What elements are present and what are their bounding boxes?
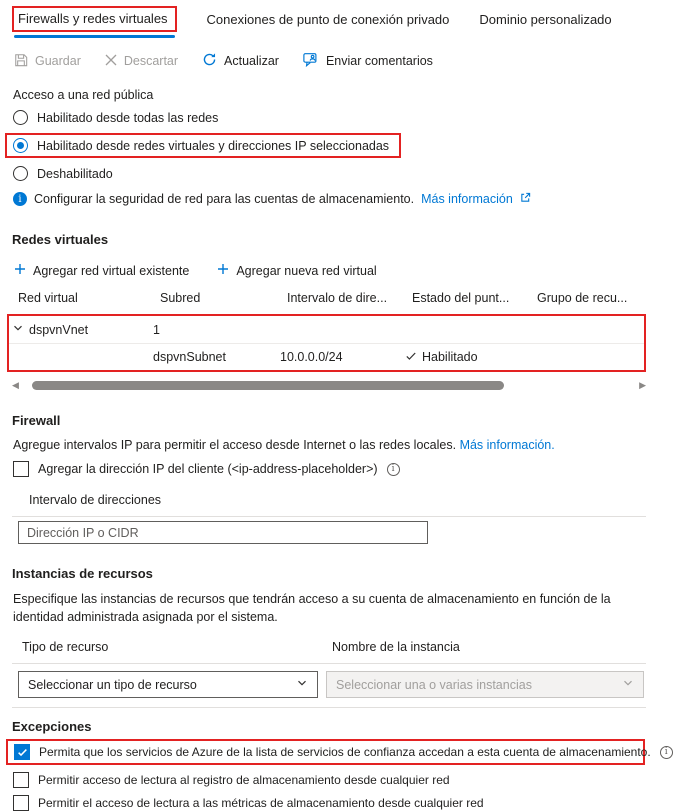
- vnet-name: dspvnVnet: [29, 322, 89, 337]
- checkbox-checked[interactable]: [14, 744, 30, 760]
- info-icon: i: [13, 192, 27, 206]
- address-range-label: Intervalo de direcciones: [29, 493, 162, 507]
- tab-firewalls-virtual-networks[interactable]: [12, 6, 177, 38]
- horizontal-scrollbar[interactable]: [12, 379, 646, 391]
- firewall-more-info-link[interactable]: Más información.: [459, 438, 555, 452]
- resource-instances-title: Instancias de recursos: [12, 566, 153, 581]
- divider: [12, 663, 646, 664]
- checkbox-label: Permitir acceso de lectura al registro de almacenamiento desde cualquier red: [38, 773, 450, 787]
- virtual-networks-section: [12, 232, 648, 391]
- storage-metrics-checkbox-row[interactable]: [13, 795, 648, 811]
- add-client-ip-checkbox-row[interactable]: [13, 461, 648, 477]
- info-text: Configurar la seguridad de red para las cuentas de almacenamiento.: [34, 192, 415, 206]
- active-tab-underline: [14, 35, 175, 38]
- virtual-networks-title: Redes virtuales: [12, 232, 109, 247]
- resource-instances-section: [12, 566, 648, 708]
- annotation-red-box-selected-option: [5, 133, 401, 158]
- vnet-actions: [14, 263, 648, 278]
- trusted-services-checkbox-row[interactable]: [14, 744, 668, 760]
- check-icon: [405, 350, 417, 365]
- send-feedback-button[interactable]: [303, 52, 433, 70]
- checkbox-label: Permitir el acceso de lectura a las métricas de almacenamiento desde cualquier red: [38, 796, 484, 810]
- status-text: Habilitado: [422, 350, 478, 364]
- tab-label: Firewalls y redes virtuales: [18, 11, 168, 26]
- firewall-title: Firewall: [12, 413, 61, 428]
- radio-option-all-networks[interactable]: [13, 110, 648, 125]
- storage-logging-checkbox-row[interactable]: [13, 772, 648, 788]
- instance-name-select[interactable]: [326, 671, 644, 698]
- feedback-icon: [303, 52, 319, 70]
- add-existing-label: Agregar red virtual existente: [33, 263, 190, 278]
- close-icon: [105, 54, 117, 69]
- info-icon: i: [660, 746, 673, 759]
- network-security-info: [13, 192, 648, 206]
- scroll-left-icon[interactable]: ◀: [12, 380, 19, 390]
- add-new-label: Agregar nueva red virtual: [236, 263, 377, 278]
- public-access-label: Acceso a una red pública: [13, 88, 154, 102]
- discard-button[interactable]: [105, 54, 178, 69]
- checkbox-label: Agregar la dirección IP del cliente (<ip-address-placeholder>): [38, 462, 378, 476]
- column-header[interactable]: Grupo de recu...: [537, 291, 628, 305]
- resource-instances-description: Especifique las instancias de recursos que tendrán acceso a su cuenta de almacenamiento en función de la identidad administrada asignada por el sistema.: [13, 592, 611, 624]
- exceptions-section: [12, 719, 668, 811]
- annotation-red-box-tab: [12, 6, 177, 32]
- instance-name-label: Nombre de la instancia: [332, 640, 460, 654]
- info-icon: i: [387, 463, 400, 476]
- column-header[interactable]: Intervalo de dire...: [287, 291, 388, 305]
- feedback-label: Enviar comentarios: [325, 54, 433, 68]
- annotation-red-box-vnet-rows: [7, 314, 646, 372]
- table-row-vnet[interactable]: [9, 316, 644, 343]
- checkbox-unchecked[interactable]: [13, 461, 29, 477]
- scroll-right-icon[interactable]: ▶: [639, 380, 646, 390]
- firewall-section: [12, 413, 648, 544]
- more-info-link[interactable]: Más información: [421, 192, 513, 206]
- scrollbar-track[interactable]: [24, 381, 634, 390]
- radio-option-disabled[interactable]: [13, 166, 648, 181]
- table-row-subnet[interactable]: [9, 343, 644, 370]
- external-link-icon: [520, 192, 531, 206]
- refresh-icon: [202, 52, 217, 70]
- tab-bar: [12, 6, 648, 38]
- exceptions-title: Excepciones: [12, 719, 92, 734]
- refresh-button[interactable]: [202, 52, 279, 70]
- radio-icon[interactable]: [13, 110, 28, 125]
- radio-icon[interactable]: [13, 166, 28, 181]
- chevron-down-icon: [296, 677, 308, 692]
- column-header[interactable]: Estado del punt...: [412, 291, 510, 305]
- checkbox-unchecked[interactable]: [13, 772, 29, 788]
- tab-label: Dominio personalizado: [479, 12, 612, 27]
- plus-icon: [14, 263, 26, 278]
- command-bar: [14, 52, 648, 70]
- save-label: Guardar: [35, 54, 81, 68]
- add-new-vnet-button[interactable]: [217, 263, 376, 278]
- save-button[interactable]: [14, 53, 81, 70]
- divider: [12, 707, 646, 708]
- refresh-label: Actualizar: [224, 54, 279, 68]
- vnet-table-header: [12, 278, 648, 314]
- subnet-name-cell: dspvnSubnet: [153, 350, 226, 364]
- save-icon: [14, 53, 28, 70]
- radio-label: Deshabilitado: [37, 166, 113, 181]
- resource-type-label: Tipo de recurso: [22, 640, 109, 654]
- annotation-red-box-trusted-services: [6, 739, 668, 765]
- chevron-down-icon: [622, 677, 634, 692]
- tab-custom-domain[interactable]: [479, 6, 611, 27]
- checkbox-label: Permita que los servicios de Azure de la lista de servicios de confianza accedan a esta cuenta de almacenamiento.: [39, 745, 651, 759]
- dropdown-labels: [22, 640, 648, 654]
- instance-name-placeholder: Seleccionar una o varias instancias: [336, 677, 532, 692]
- exceptions-list: [12, 739, 668, 811]
- radio-option-selected-networks[interactable]: [13, 138, 389, 153]
- vnet-name-cell: [12, 322, 153, 337]
- resource-type-select[interactable]: [18, 671, 318, 698]
- checkbox-unchecked[interactable]: [13, 795, 29, 811]
- column-header[interactable]: Subred: [160, 291, 201, 305]
- scrollbar-thumb[interactable]: [32, 381, 504, 390]
- radio-icon-selected[interactable]: [13, 138, 28, 153]
- plus-icon: [217, 263, 229, 278]
- tab-private-endpoint-connections[interactable]: [207, 6, 450, 27]
- firewall-description: [13, 438, 648, 452]
- subnet-count-cell: 1: [153, 322, 160, 337]
- radio-label: Habilitado desde redes virtuales y direcciones IP seleccionadas: [37, 138, 390, 153]
- column-header[interactable]: Red virtual: [18, 291, 78, 305]
- chevron-down-icon[interactable]: [12, 322, 24, 337]
- discard-label: Descartar: [123, 54, 179, 68]
- firewall-description-text: Agregue intervalos IP para permitir el acceso desde Internet o las redes locales.: [13, 438, 457, 452]
- tab-label: Conexiones de punto de conexión privado: [206, 12, 450, 27]
- resource-type-placeholder: Seleccionar un tipo de recurso: [28, 677, 197, 692]
- divider: [12, 516, 646, 517]
- address-range-cell: 10.0.0.0/24: [280, 350, 343, 364]
- dropdown-row: [18, 671, 648, 698]
- endpoint-status-cell: [405, 350, 530, 365]
- ip-address-input[interactable]: [18, 521, 428, 544]
- add-existing-vnet-button[interactable]: [14, 263, 189, 278]
- radio-label: Habilitado desde todas las redes: [37, 110, 219, 125]
